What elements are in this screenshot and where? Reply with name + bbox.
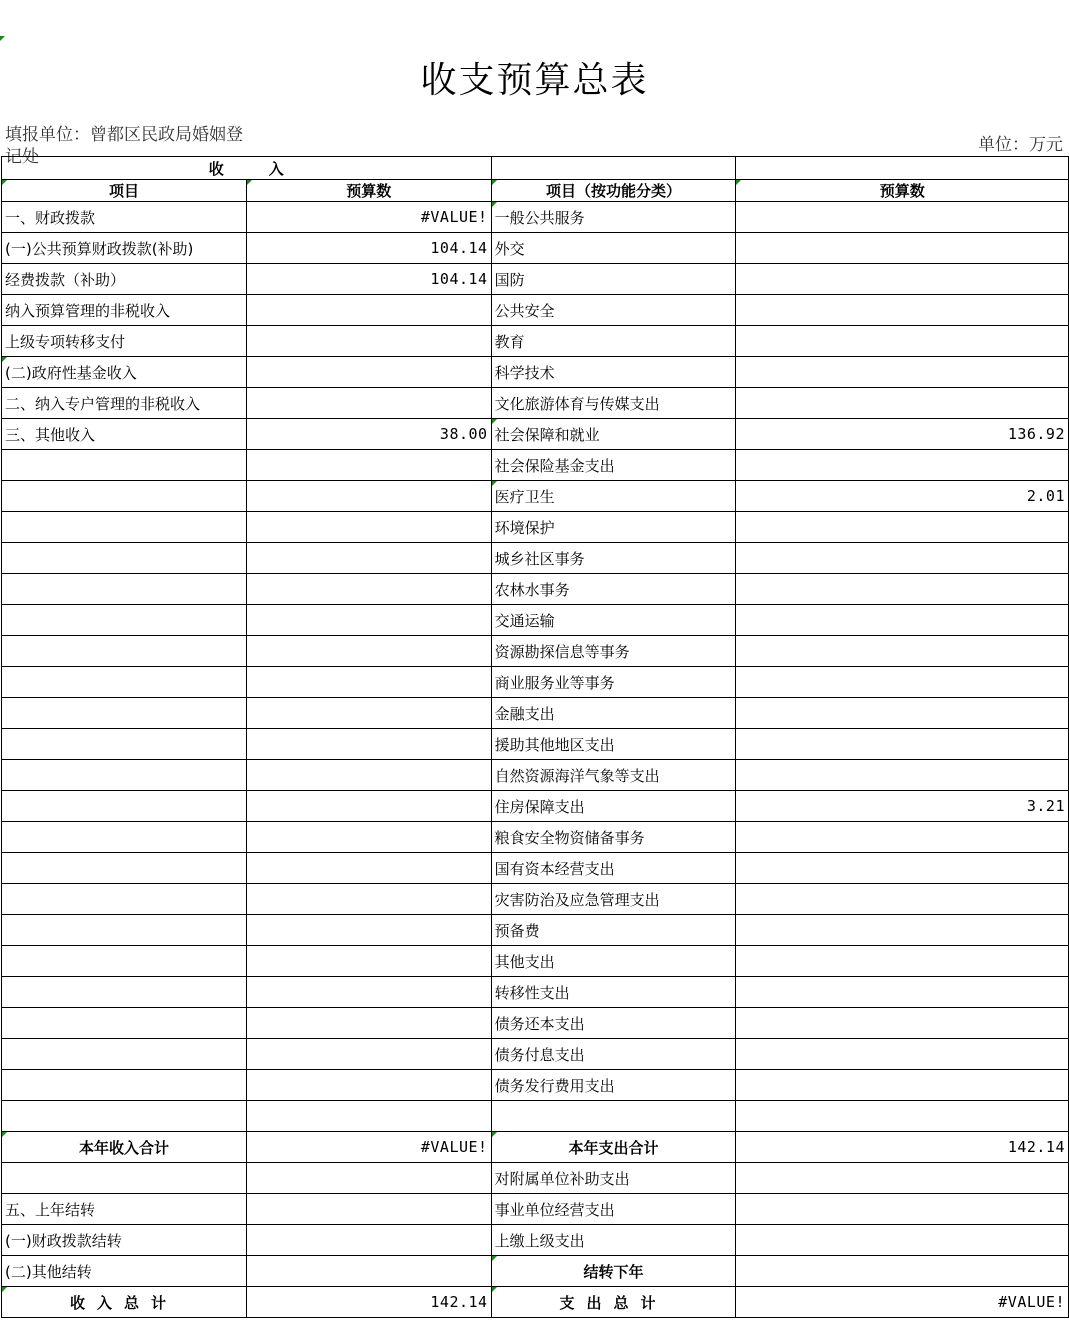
expense-item-cell-text: 其他支出 — [494, 952, 555, 971]
table-row — [2, 357, 1069, 388]
expense-item-cell-text: 教育 — [494, 332, 525, 351]
income-budget-cell[interactable] — [246, 1287, 491, 1318]
expense-group-header-blank[interactable] — [736, 157, 1069, 180]
income-group-header[interactable] — [2, 157, 492, 180]
expense-item-cell[interactable] — [491, 977, 736, 1008]
income-item-cell[interactable] — [2, 357, 247, 388]
expense-item-cell-text: 公共安全 — [494, 301, 555, 320]
income-budget-cell[interactable] — [246, 915, 491, 946]
income-budget-cell-text: 104.14 — [430, 270, 488, 288]
income-item-cell[interactable] — [2, 1132, 247, 1163]
income-budget-cell[interactable] — [246, 1008, 491, 1039]
income-item-cell[interactable] — [2, 543, 247, 574]
expense-budget-cell[interactable] — [736, 1070, 1069, 1101]
table-body — [2, 202, 1069, 1318]
table-row — [2, 977, 1069, 1008]
income-budget-cell[interactable] — [246, 1070, 491, 1101]
income-item-cell[interactable] — [2, 233, 247, 264]
income-budget-cell[interactable] — [246, 1101, 491, 1132]
income-item-cell[interactable] — [2, 295, 247, 326]
expense-budget-cell[interactable] — [736, 233, 1069, 264]
income-budget-cell-text: #VALUE! — [420, 208, 488, 226]
income-item-cell[interactable] — [2, 760, 247, 791]
table-row — [2, 853, 1069, 884]
income-budget-cell[interactable] — [246, 543, 491, 574]
expense-budget-cell[interactable] — [736, 295, 1069, 326]
expense-item-cell-text: 对附属单位补助支出 — [494, 1169, 630, 1188]
expense-budget-cell[interactable] — [736, 543, 1069, 574]
expense-budget-cell[interactable] — [736, 605, 1069, 636]
income-budget-cell[interactable] — [246, 1132, 491, 1163]
income-item-cell-text: 收入总计 — [69, 1293, 178, 1312]
expense-budget-cell-text: 142.14 — [1007, 1138, 1065, 1156]
table-row — [2, 574, 1069, 605]
income-item-cell[interactable] — [2, 822, 247, 853]
table-row — [2, 1256, 1069, 1287]
income-budget-cell[interactable] — [246, 450, 491, 481]
expense-budget-cell[interactable] — [736, 822, 1069, 853]
income-item-cell[interactable] — [2, 791, 247, 822]
income-item-cell[interactable] — [2, 884, 247, 915]
table-row — [2, 636, 1069, 667]
table-row — [2, 915, 1069, 946]
income-item-cell[interactable] — [2, 729, 247, 760]
expense-item-cell-text: 住房保障支出 — [494, 797, 585, 816]
header-row-group — [2, 157, 1069, 180]
income-item-cell[interactable] — [2, 667, 247, 698]
expense-item-cell-text: 事业单位经营支出 — [494, 1200, 615, 1219]
expense-item-cell-text: 上缴上级支出 — [494, 1231, 585, 1250]
col-header-func-item[interactable]: 项目（按功能分类） — [491, 180, 736, 202]
income-item-cell-text: 本年收入合计 — [78, 1138, 169, 1157]
table-row — [2, 295, 1069, 326]
expense-item-cell[interactable] — [491, 1163, 736, 1194]
table-row — [2, 822, 1069, 853]
income-item-cell-text: 纳入预算管理的非税收入 — [5, 301, 171, 320]
expense-budget-cell-text: #VALUE! — [998, 1293, 1065, 1311]
expense-group-header[interactable] — [491, 157, 736, 180]
income-item-cell[interactable] — [2, 574, 247, 605]
income-item-cell[interactable] — [2, 1225, 247, 1256]
expense-item-cell[interactable] — [491, 791, 736, 822]
expense-item-cell[interactable] — [491, 574, 736, 605]
table-row — [2, 1225, 1069, 1256]
expense-budget-cell[interactable] — [736, 326, 1069, 357]
table-row — [2, 760, 1069, 791]
expense-item-cell[interactable] — [491, 512, 736, 543]
expense-item-cell-text: 农林水事务 — [494, 580, 570, 599]
unit-label: 单位：万元 — [978, 135, 1063, 155]
expense-item-cell[interactable] — [491, 450, 736, 481]
expense-item-cell[interactable] — [491, 202, 736, 233]
table-row — [2, 791, 1069, 822]
expense-item-cell-text: 文化旅游体育与传媒支出 — [494, 394, 660, 413]
expense-item-cell[interactable] — [491, 295, 736, 326]
table-row — [2, 1132, 1069, 1163]
income-item-cell[interactable] — [2, 202, 247, 233]
income-item-cell[interactable] — [2, 605, 247, 636]
budget-table — [1, 156, 1069, 1318]
income-budget-cell[interactable] — [246, 574, 491, 605]
expense-budget-cell[interactable] — [736, 357, 1069, 388]
col-header-item[interactable]: 项目 — [2, 180, 247, 202]
table-row — [2, 729, 1069, 760]
expense-item-cell[interactable] — [491, 1070, 736, 1101]
income-item-cell[interactable] — [2, 1070, 247, 1101]
expense-item-cell-text: 科学技术 — [494, 363, 555, 382]
expense-item-cell[interactable] — [491, 605, 736, 636]
expense-budget-cell[interactable] — [736, 1101, 1069, 1132]
table-row — [2, 419, 1069, 450]
table-row — [2, 233, 1069, 264]
expense-item-cell[interactable] — [491, 1039, 736, 1070]
income-budget-cell-text: 104.14 — [430, 239, 488, 257]
expense-budget-cell[interactable] — [736, 760, 1069, 791]
expense-budget-cell[interactable] — [736, 698, 1069, 729]
income-budget-cell[interactable] — [246, 295, 491, 326]
expense-item-cell[interactable] — [491, 357, 736, 388]
income-budget-cell[interactable] — [246, 233, 491, 264]
income-budget-cell[interactable] — [246, 1039, 491, 1070]
income-item-cell[interactable] — [2, 419, 247, 450]
income-budget-cell[interactable] — [246, 977, 491, 1008]
expense-item-cell[interactable] — [491, 760, 736, 791]
expense-item-cell-text: 环境保护 — [494, 518, 555, 537]
expense-item-cell-text: 援助其他地区支出 — [494, 735, 615, 754]
expense-budget-cell[interactable] — [736, 1256, 1069, 1287]
table-row — [2, 667, 1069, 698]
income-budget-cell[interactable] — [246, 326, 491, 357]
table-row — [2, 698, 1069, 729]
expense-item-cell[interactable] — [491, 419, 736, 450]
expense-budget-cell[interactable] — [736, 791, 1069, 822]
income-item-cell[interactable] — [2, 915, 247, 946]
expense-item-cell-text: 交通运输 — [494, 611, 555, 630]
income-item-cell[interactable] — [2, 1008, 247, 1039]
expense-item-cell-text: 预备费 — [494, 921, 540, 940]
income-budget-cell-text: 142.14 — [430, 1293, 488, 1311]
income-item-cell-text: (一)财政拨款结转 — [5, 1231, 122, 1250]
expense-budget-cell-text: 3.21 — [1026, 797, 1065, 815]
expense-item-cell-text: 外交 — [494, 239, 525, 258]
income-budget-cell[interactable] — [246, 884, 491, 915]
income-item-cell[interactable] — [2, 1163, 247, 1194]
income-item-cell-text: 三、其他收入 — [5, 425, 96, 444]
table-row — [2, 1039, 1069, 1070]
expense-item-cell[interactable] — [491, 915, 736, 946]
expense-item-cell-text: 金融支出 — [494, 704, 555, 723]
income-group-label: 收 入 — [208, 159, 284, 178]
expense-item-cell-text: 结转下年 — [583, 1262, 644, 1281]
income-budget-cell[interactable] — [246, 419, 491, 450]
income-item-cell-text: 二、纳入专户管理的非税收入 — [5, 394, 201, 413]
income-item-cell-text: 上级专项转移支付 — [5, 332, 126, 351]
income-item-cell[interactable] — [2, 1287, 247, 1318]
income-item-cell[interactable] — [2, 946, 247, 977]
table-row — [2, 481, 1069, 512]
income-budget-cell[interactable] — [246, 202, 491, 233]
expense-item-cell[interactable] — [491, 636, 736, 667]
expense-item-cell-text: 国有资本经营支出 — [494, 859, 615, 878]
income-item-cell[interactable] — [2, 698, 247, 729]
expense-budget-cell[interactable] — [736, 915, 1069, 946]
income-item-cell[interactable] — [2, 1194, 247, 1225]
table-row — [2, 264, 1069, 295]
table-row — [2, 512, 1069, 543]
table-row — [2, 1287, 1069, 1318]
income-item-cell-text: (二)其他结转 — [5, 1262, 92, 1281]
income-budget-cell[interactable] — [246, 1225, 491, 1256]
expense-item-cell-text: 自然资源海洋气象等支出 — [494, 766, 660, 785]
expense-budget-cell[interactable] — [736, 946, 1069, 977]
table-row — [2, 543, 1069, 574]
expense-item-cell-text: 社会保险基金支出 — [494, 456, 615, 475]
expense-item-cell-text: 支出总计 — [559, 1293, 668, 1312]
income-item-cell[interactable] — [2, 512, 247, 543]
income-item-cell[interactable] — [2, 853, 247, 884]
expense-item-cell[interactable] — [491, 946, 736, 977]
income-budget-cell[interactable] — [246, 1194, 491, 1225]
table-row — [2, 450, 1069, 481]
income-budget-cell[interactable] — [246, 605, 491, 636]
income-budget-cell[interactable] — [246, 791, 491, 822]
income-budget-cell[interactable] — [246, 667, 491, 698]
expense-budget-cell-text: 2.01 — [1026, 487, 1065, 505]
expense-budget-cell[interactable] — [736, 1163, 1069, 1194]
table-row — [2, 946, 1069, 977]
expense-item-cell[interactable] — [491, 481, 736, 512]
income-item-cell[interactable] — [2, 481, 247, 512]
expense-item-cell[interactable] — [491, 667, 736, 698]
expense-budget-cell[interactable] — [736, 853, 1069, 884]
fill-unit-label: 填报单位：曾都区民政局婚姻登记处 — [5, 125, 243, 167]
income-item-cell[interactable] — [2, 326, 247, 357]
table-row — [2, 1008, 1069, 1039]
expense-item-cell-text: 灾害防治及应急管理支出 — [494, 890, 660, 909]
table-row — [2, 1070, 1069, 1101]
income-budget-cell[interactable] — [246, 357, 491, 388]
expense-item-cell[interactable] — [491, 1225, 736, 1256]
page-title: 收支预算总表 — [420, 60, 649, 101]
expense-budget-cell[interactable] — [736, 574, 1069, 605]
income-item-cell-text: 经费拨款（补助） — [5, 270, 126, 289]
expense-item-cell[interactable] — [491, 543, 736, 574]
expense-budget-cell[interactable] — [736, 450, 1069, 481]
expense-budget-cell[interactable] — [736, 1287, 1069, 1318]
income-item-cell[interactable] — [2, 977, 247, 1008]
income-budget-cell[interactable] — [246, 822, 491, 853]
income-item-cell-text: (一)公共预算财政拨款(补助) — [5, 239, 194, 258]
income-budget-cell[interactable] — [246, 760, 491, 791]
expense-item-cell[interactable] — [491, 1256, 736, 1287]
expense-item-cell[interactable] — [491, 1287, 736, 1318]
income-item-cell[interactable] — [2, 388, 247, 419]
expense-item-cell-text: 医疗卫生 — [494, 487, 555, 506]
expense-item-cell-text: 债务发行费用支出 — [494, 1076, 615, 1095]
expense-budget-cell[interactable] — [736, 729, 1069, 760]
table-row — [2, 202, 1069, 233]
expense-budget-cell[interactable] — [736, 1225, 1069, 1256]
income-budget-cell[interactable] — [246, 1163, 491, 1194]
expense-item-cell[interactable] — [491, 233, 736, 264]
expense-budget-cell[interactable] — [736, 1039, 1069, 1070]
expense-item-cell-text: 债务付息支出 — [494, 1045, 585, 1064]
income-budget-cell[interactable] — [246, 388, 491, 419]
expense-budget-cell[interactable] — [736, 264, 1069, 295]
income-budget-cell-text: #VALUE! — [420, 1138, 488, 1156]
expense-item-cell[interactable] — [491, 698, 736, 729]
expense-budget-cell[interactable] — [736, 388, 1069, 419]
expense-item-cell[interactable] — [491, 822, 736, 853]
expense-item-cell[interactable] — [491, 853, 736, 884]
expense-budget-cell[interactable] — [736, 481, 1069, 512]
income-item-cell-text: 一、财政拨款 — [5, 208, 96, 227]
income-item-cell[interactable] — [2, 264, 247, 295]
table-row — [2, 388, 1069, 419]
income-item-cell-text: (二)政府性基金收入 — [5, 363, 137, 382]
expense-item-cell[interactable] — [491, 1101, 736, 1132]
expense-item-cell[interactable] — [491, 264, 736, 295]
expense-budget-cell[interactable] — [736, 1132, 1069, 1163]
expense-budget-cell[interactable] — [736, 1008, 1069, 1039]
income-item-cell[interactable] — [2, 1039, 247, 1070]
expense-budget-cell[interactable] — [736, 419, 1069, 450]
table-row — [2, 1194, 1069, 1225]
expense-item-cell-text: 本年支出合计 — [568, 1138, 659, 1157]
expense-item-cell-text: 城乡社区事务 — [494, 549, 585, 568]
income-budget-cell[interactable] — [246, 1256, 491, 1287]
income-budget-cell[interactable] — [246, 853, 491, 884]
expense-item-cell-text: 粮食安全物资储备事务 — [494, 828, 645, 847]
col-header-budget[interactable]: 预算数 — [246, 180, 491, 202]
header-row-columns — [2, 180, 1069, 202]
income-item-cell[interactable] — [2, 1101, 247, 1132]
expense-budget-cell[interactable] — [736, 202, 1069, 233]
expense-item-cell-text: 商业服务业等事务 — [494, 673, 615, 692]
table-row — [2, 884, 1069, 915]
income-budget-cell[interactable] — [246, 946, 491, 977]
income-item-cell[interactable] — [2, 1256, 247, 1287]
income-item-cell[interactable] — [2, 636, 247, 667]
expense-budget-cell[interactable] — [736, 1194, 1069, 1225]
expense-budget-cell[interactable] — [736, 636, 1069, 667]
expense-item-cell-text: 债务还本支出 — [494, 1014, 585, 1033]
expense-item-cell[interactable] — [491, 729, 736, 760]
expense-item-cell[interactable] — [491, 1194, 736, 1225]
income-budget-cell[interactable] — [246, 729, 491, 760]
expense-item-cell[interactable] — [491, 388, 736, 419]
income-item-cell[interactable] — [2, 450, 247, 481]
col-header-func-budget[interactable]: 预算数 — [736, 180, 1069, 202]
expense-budget-cell-text: 136.92 — [1007, 425, 1065, 443]
expense-item-cell[interactable] — [491, 1008, 736, 1039]
expense-budget-cell[interactable] — [736, 977, 1069, 1008]
income-budget-cell[interactable] — [246, 264, 491, 295]
table-row — [2, 326, 1069, 357]
expense-item-cell[interactable] — [491, 1132, 736, 1163]
income-budget-cell[interactable] — [246, 636, 491, 667]
expense-item-cell-text: 转移性支出 — [494, 983, 570, 1002]
expense-item-cell[interactable] — [491, 326, 736, 357]
table-row — [2, 1101, 1069, 1132]
table-row — [2, 1163, 1069, 1194]
table-row — [2, 605, 1069, 636]
income-budget-cell[interactable] — [246, 481, 491, 512]
income-budget-cell-text: 38.00 — [439, 425, 488, 443]
expense-budget-cell[interactable] — [736, 667, 1069, 698]
expense-budget-cell[interactable] — [736, 884, 1069, 915]
expense-item-cell-text: 国防 — [494, 270, 525, 289]
income-item-cell-text: 五、上年结转 — [5, 1200, 96, 1219]
income-budget-cell[interactable] — [246, 512, 491, 543]
expense-item-cell-text: 社会保障和就业 — [494, 425, 600, 444]
expense-item-cell[interactable] — [491, 884, 736, 915]
expense-item-cell-text: 资源勘探信息等事务 — [494, 642, 630, 661]
income-budget-cell[interactable] — [246, 698, 491, 729]
expense-item-cell-text: 一般公共服务 — [494, 208, 585, 227]
cell-comment-marker — [0, 36, 5, 41]
expense-budget-cell[interactable] — [736, 512, 1069, 543]
